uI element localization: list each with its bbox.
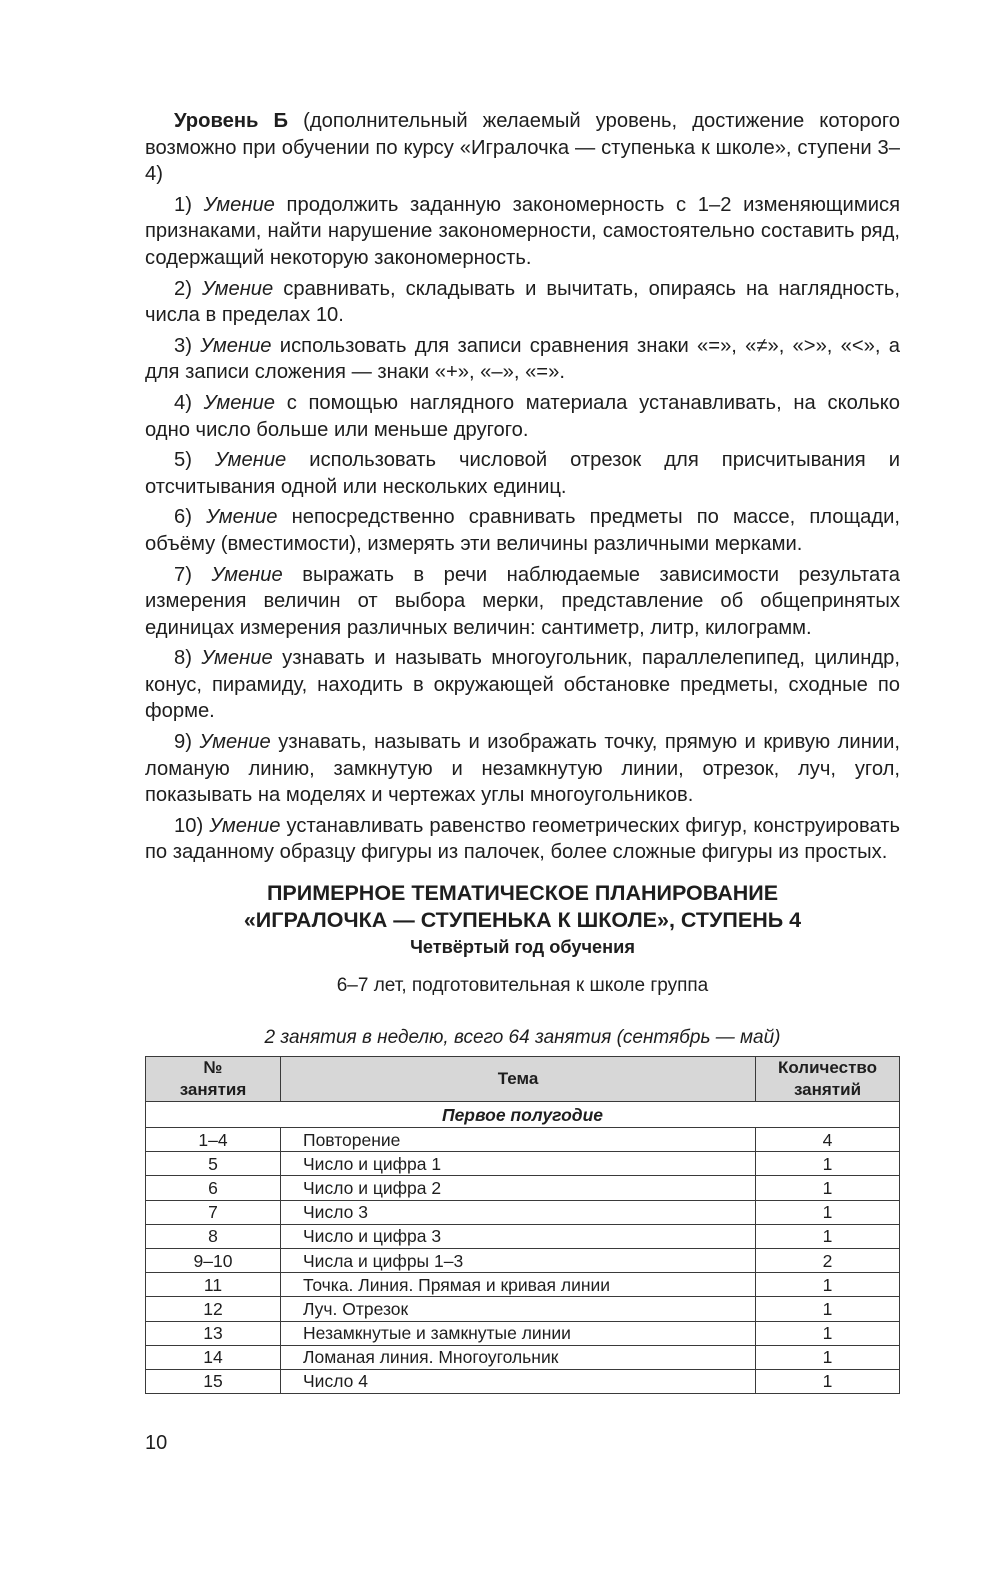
lesson-topic: Число и цифра 3 xyxy=(281,1224,756,1248)
lesson-number: 12 xyxy=(146,1297,281,1321)
lesson-count: 1 xyxy=(756,1152,900,1176)
lesson-count: 1 xyxy=(756,1345,900,1369)
lesson-topic: Числа и цифры 1–3 xyxy=(281,1248,756,1272)
section-subtitle: Четвёртый год обучения xyxy=(410,937,635,957)
skill-keyword: Умение xyxy=(203,391,275,414)
lesson-number: 11 xyxy=(146,1273,281,1297)
header-num-line1: № xyxy=(203,1058,223,1077)
skill-keyword: Умение xyxy=(201,647,273,670)
lesson-topic: Число 3 xyxy=(281,1200,756,1224)
plan-table-body xyxy=(146,1102,900,1394)
skill-item xyxy=(145,447,900,500)
lesson-count: 1 xyxy=(756,1297,900,1321)
skill-item xyxy=(145,729,900,809)
lesson-topic: Повторение xyxy=(281,1128,756,1152)
lesson-count: 1 xyxy=(756,1176,900,1200)
skill-number: 6) xyxy=(174,506,192,529)
header-num-line2: занятия xyxy=(179,1080,247,1099)
lesson-number: 5 xyxy=(146,1152,281,1176)
skill-keyword: Умение xyxy=(201,277,274,300)
skill-keyword: Умение xyxy=(206,506,278,529)
skill-text: непосредственно сравнивать предметы по массе, площади, объёму (вместимости), измерять эти величины различными мерками. xyxy=(145,506,901,555)
skill-keyword: Умение xyxy=(203,193,275,216)
page-number: 10 xyxy=(145,1432,168,1454)
skill-keyword: Умение xyxy=(214,449,287,472)
table-row xyxy=(146,1200,900,1224)
lesson-count: 1 xyxy=(756,1273,900,1297)
skill-item xyxy=(145,813,900,866)
skill-text: узнавать, называть и изображать точку, прямую и кривую линии, ломаную линию, замкнутую и незамкнутую линии, отрезок, луч, угол, показывать на моделях и чертежах углы многоугольников. xyxy=(145,731,901,807)
section-title-line1: ПРИМЕРНОЕ ТЕМАТИЧЕСКОЕ ПЛАНИРОВАНИЕ xyxy=(266,881,779,905)
lesson-topic: Число и цифра 2 xyxy=(281,1176,756,1200)
skill-number: 7) xyxy=(174,563,192,586)
lesson-topic: Луч. Отрезок xyxy=(281,1297,756,1321)
half-year-label: Первое полугодие xyxy=(146,1102,900,1128)
lesson-count: 1 xyxy=(756,1224,900,1248)
skill-number: 10) xyxy=(174,814,204,837)
header-num xyxy=(146,1057,281,1102)
skill-number: 3) xyxy=(174,334,192,357)
lesson-topic: Точка. Линия. Прямая и кривая линии xyxy=(281,1273,756,1297)
table-row xyxy=(146,1224,900,1248)
skill-text: сравнивать, складывать и вычитать, опираясь на наглядность, числа в пределах 10. xyxy=(145,277,900,327)
skill-text: с помощью наглядного материала устанавливать, на сколько одно число больше или меньше другого. xyxy=(145,391,901,441)
lesson-count: 1 xyxy=(756,1321,900,1345)
table-row xyxy=(146,1369,900,1393)
lesson-number: 1–4 xyxy=(146,1128,281,1152)
skill-number: 2) xyxy=(174,277,192,300)
skill-item xyxy=(145,276,900,329)
skills-list xyxy=(145,192,900,866)
skill-number: 9) xyxy=(174,731,192,754)
table-row xyxy=(146,1321,900,1345)
table-caption: 2 занятия в неделю, всего 64 занятия (сентябрь — май) xyxy=(264,1027,781,1048)
table-row xyxy=(146,1176,900,1200)
skill-item xyxy=(145,562,900,642)
header-topic: Тема xyxy=(281,1057,756,1102)
table-header-row xyxy=(146,1057,900,1102)
lesson-count: 1 xyxy=(756,1369,900,1393)
lesson-number: 7 xyxy=(146,1200,281,1224)
body-text xyxy=(145,108,900,866)
table-row xyxy=(146,1248,900,1272)
age-group: 6–7 лет, подготовительная к школе группа xyxy=(336,975,709,996)
lesson-topic: Число 4 xyxy=(281,1369,756,1393)
skill-item xyxy=(145,390,900,443)
lesson-number: 9–10 xyxy=(146,1248,281,1272)
header-count-line1: Количество xyxy=(777,1058,878,1077)
level-label: Уровень Б xyxy=(174,110,289,132)
skill-text: устанавливать равенство геометрических фигур, конструировать по заданному образцу фигуры из палочек, более сложные фигуры из простых. xyxy=(145,814,900,864)
lesson-number: 13 xyxy=(146,1321,281,1345)
lesson-number: 15 xyxy=(146,1369,281,1393)
plan-table xyxy=(145,1056,900,1394)
lesson-topic: Ломаная линия. Многоугольник xyxy=(281,1345,756,1369)
lesson-number: 6 xyxy=(146,1176,281,1200)
table-row xyxy=(146,1152,900,1176)
skill-number: 8) xyxy=(174,647,192,670)
skill-text: использовать числовой отрезок для присчитывания и отсчитывания одной или нескольких единиц. xyxy=(145,449,900,498)
skill-keyword: Умение xyxy=(199,731,271,754)
lesson-count: 4 xyxy=(756,1128,900,1152)
skill-keyword: Умение xyxy=(209,814,281,837)
intro-text: (дополнительный желаемый уровень, достижение которого возможно при обучении по курсу «Игралочка — ступенька к школе», ступени 3–4) xyxy=(145,110,900,186)
skill-item xyxy=(145,333,900,386)
lesson-count: 1 xyxy=(756,1200,900,1224)
skill-text: выражать в речи наблюдаемые зависимости результата измерения величин от выбора мерки, представление об общепринятых единицах измерения различных величин: сантиметр, литр, килограмм. xyxy=(145,563,901,639)
skill-item xyxy=(145,645,900,725)
skill-text: продолжить заданную закономерность с 1–2 изменяющимися признаками, найти нарушение закономерности, самостоятельно составить ряд, содержащий некоторую закономерность. xyxy=(145,193,900,269)
lesson-count: 2 xyxy=(756,1248,900,1272)
intro-paragraph xyxy=(145,108,900,188)
lesson-number: 8 xyxy=(146,1224,281,1248)
table-row xyxy=(146,1128,900,1152)
skill-number: 4) xyxy=(174,391,192,414)
header-count-line2: занятий xyxy=(793,1080,862,1099)
table-row xyxy=(146,1297,900,1321)
skill-keyword: Умение xyxy=(211,563,283,586)
half-year-row xyxy=(146,1102,900,1128)
skill-item xyxy=(145,504,900,557)
lesson-number: 14 xyxy=(146,1345,281,1369)
skill-number: 1) xyxy=(174,193,192,216)
skill-item xyxy=(145,192,900,272)
section-title-line2: «ИГРАЛОЧКА — СТУПЕНЬКА К ШКОЛЕ», СТУПЕНЬ 4 xyxy=(243,908,802,932)
skill-text: использовать для записи сравнения знаки «=», «≠», «>», «<», а для записи сложения — знаки «+», «–», «=». xyxy=(145,334,901,384)
table-row xyxy=(146,1273,900,1297)
table-row xyxy=(146,1345,900,1369)
lesson-topic: Число и цифра 1 xyxy=(281,1152,756,1176)
skill-text: узнавать и называть многоугольник, параллелепипед, цилиндр, конус, пирамиду, находить в окружающей обстановке предметы, сходные по форме. xyxy=(145,647,901,723)
skill-number: 5) xyxy=(174,449,192,472)
header-count xyxy=(756,1057,900,1102)
skill-keyword: Умение xyxy=(200,334,272,357)
lesson-topic: Незамкнутые и замкнутые линии xyxy=(281,1321,756,1345)
